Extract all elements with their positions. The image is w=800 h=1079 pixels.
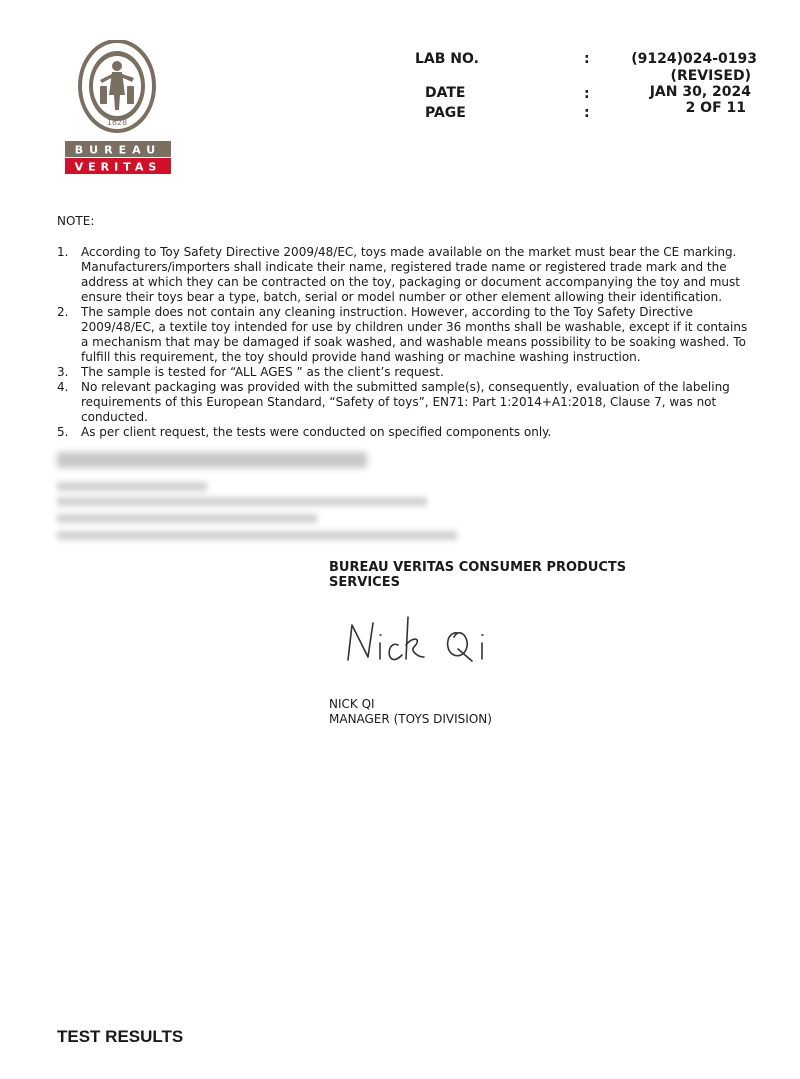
note-item	[57, 245, 757, 305]
note-item-text: No relevant packaging was provided with the submitted sample(s), consequently, evaluation of the labeling requirements of this European Standard, “Safety of toys”, EN71: Part 1:2014+A1:2018, Clause 7, was not conducted.	[81, 380, 730, 424]
logo-band-bottom: VERITAS	[74, 160, 162, 174]
redacted-line	[57, 514, 317, 523]
note-title: NOTE:	[57, 214, 95, 228]
note-item-number: 1.	[57, 245, 69, 259]
note-item-text: The sample is tested for “ALL AGES ” as the client’s request.	[81, 365, 444, 379]
redacted-line	[57, 497, 427, 506]
logo-year: 1828	[106, 118, 128, 127]
bureau-veritas-logo	[62, 40, 172, 178]
note-item	[57, 365, 757, 380]
note-item	[57, 380, 757, 425]
redacted-line	[57, 482, 207, 491]
signer-block	[329, 697, 492, 727]
page-colon: :	[584, 105, 590, 121]
redacted-line	[57, 531, 457, 540]
redacted-heading	[57, 452, 367, 468]
lab-no-revised: (REVISED)	[670, 68, 751, 84]
page-label: PAGE	[425, 105, 466, 121]
note-item-number: 2.	[57, 305, 69, 319]
date-colon: :	[584, 86, 590, 102]
signer-name: NICK QI	[329, 697, 375, 711]
note-item-text: According to Toy Safety Directive 2009/48/EC, toys made available on the market must bear the CE marking. Manufacturers/importers shall indicate their name, registered trade name or registered trade mark and the address at which they can be contracted on the toy, packaging or document accompanying the toy and must ensure their toys bear a type, batch, serial or model number or other element allowing their identification.	[81, 245, 740, 304]
note-item	[57, 425, 757, 440]
page-value: 2 OF 11	[685, 100, 746, 116]
lab-no-colon: :	[584, 51, 590, 67]
lab-no-label: LAB NO.	[415, 51, 479, 67]
note-item-text: As per client request, the tests were conducted on specified components only.	[81, 425, 552, 439]
note-item-text: The sample does not contain any cleaning instruction. However, according to the Toy Safety Directive 2009/48/EC, a textile toy intended for use by children under 36 months shall be washable, except if it contains a mechanism that may be damaged if soak washed, and washable means possibility to be soaking washed. To fulfill this requirement, the toy should provide hand washing or machine washing instruction.	[81, 305, 748, 364]
note-list	[57, 245, 757, 440]
note-item-number: 4.	[57, 380, 69, 394]
signer-title: MANAGER (TOYS DIVISION)	[329, 712, 492, 726]
date-value: JAN 30, 2024	[649, 84, 751, 100]
company-name: BUREAU VERITAS CONSUMER PRODUCTS SERVICES	[329, 560, 627, 590]
signature-image	[340, 605, 500, 675]
date-label: DATE	[425, 85, 466, 101]
section-title-test-results: TEST RESULTS	[57, 1027, 184, 1046]
note-item-number: 3.	[57, 365, 69, 379]
logo-band-top: BUREAU	[74, 143, 162, 157]
note-item-number: 5.	[57, 425, 69, 439]
redacted-contact-block	[57, 452, 477, 540]
note-item	[57, 305, 757, 365]
lab-no-value: (9124)024-0193	[631, 51, 757, 67]
